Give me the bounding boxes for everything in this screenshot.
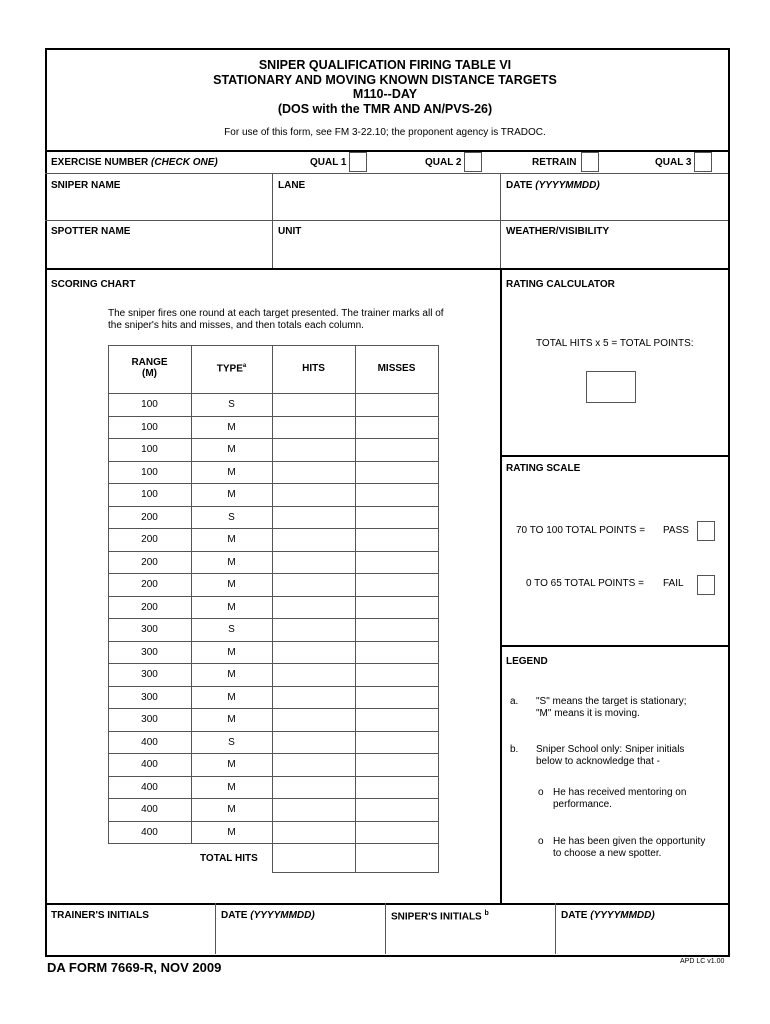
- type-cell: S: [228, 399, 235, 410]
- misses-cell[interactable]: [356, 529, 437, 550]
- pass-range: 70 TO 100 TOTAL POINTS =: [516, 525, 646, 536]
- type-cell: M: [227, 669, 236, 680]
- type-cell: M: [227, 759, 236, 770]
- total-misses-input[interactable]: [356, 844, 437, 871]
- range-cell: 400: [141, 781, 158, 793]
- type-cell: S: [228, 624, 235, 635]
- range-cell: 100: [141, 466, 158, 478]
- range-cell: 400: [141, 826, 158, 838]
- unit-field[interactable]: UNIT: [278, 226, 302, 237]
- range-cell: 300: [141, 669, 158, 680]
- hits-cell[interactable]: [273, 507, 354, 528]
- qual3-checkbox[interactable]: [694, 152, 712, 172]
- range-cell: 100: [141, 421, 158, 433]
- instructions: The sniper fires one round at each target presented. The trainer marks all of: [108, 308, 444, 319]
- type-cell: M: [227, 826, 236, 838]
- hits-cell[interactable]: [273, 484, 354, 505]
- legend-text: He has been given the opportunity: [553, 836, 706, 847]
- rating-calculator-title: RATING CALCULATOR: [506, 279, 615, 290]
- misses-cell[interactable]: [356, 574, 437, 595]
- formula: TOTAL HITS x 5 = TOTAL POINTS:: [536, 338, 694, 349]
- qual2-label: QUAL 2: [425, 157, 462, 168]
- legend-text: Sniper School only: Sniper initials: [536, 744, 685, 755]
- legend-text: He has received mentoring on: [553, 787, 687, 798]
- sniper-date-field[interactable]: DATE (YYYYMMDD): [561, 910, 655, 921]
- bullet-icon: o: [538, 836, 544, 847]
- range-cell: 400: [141, 736, 158, 748]
- range-cell: 200: [141, 601, 158, 613]
- type-cell: S: [228, 511, 235, 523]
- range-cell: 200: [141, 556, 158, 568]
- trainer-initials-field[interactable]: TRAINER'S INITIALS: [51, 910, 149, 921]
- type-cell: M: [227, 466, 236, 478]
- misses-cell[interactable]: [356, 687, 437, 708]
- type-cell: S: [228, 736, 235, 748]
- range-cell: 200: [141, 534, 158, 545]
- misses-cell[interactable]: [356, 619, 437, 640]
- hits-cell[interactable]: [273, 619, 354, 640]
- hits-cell[interactable]: [273, 439, 354, 460]
- type-cell: M: [227, 691, 236, 703]
- legend-title: LEGEND: [506, 656, 548, 667]
- table-line: [272, 872, 439, 873]
- hits-cell[interactable]: [273, 462, 354, 483]
- type-cell: M: [227, 646, 236, 658]
- type-cell: M: [227, 556, 236, 568]
- form-number: DA FORM 7669-R, NOV 2009: [47, 960, 222, 975]
- pass-label: PASS: [663, 525, 689, 536]
- instructions: the sniper's hits and misses, and then totals each column.: [108, 320, 364, 331]
- hits-cell[interactable]: [273, 777, 354, 798]
- table-line: [108, 345, 439, 346]
- type-cell: M: [227, 781, 236, 793]
- table-line: [438, 843, 439, 872]
- range-cell: 200: [141, 511, 158, 523]
- header-misses: MISSES: [377, 363, 416, 374]
- hits-cell[interactable]: [273, 597, 354, 618]
- sniper-initials-field[interactable]: SNIPER'S INITIALS $^b$: [391, 910, 489, 923]
- legend-text: to choose a new spotter.: [553, 848, 662, 859]
- range-cell: 300: [141, 646, 158, 658]
- type-cell: M: [227, 804, 236, 815]
- sniper-name-field[interactable]: SNIPER NAME: [51, 180, 121, 191]
- legend-text: performance.: [553, 799, 612, 810]
- range-cell: 200: [141, 579, 158, 590]
- misses-cell[interactable]: [356, 777, 437, 798]
- misses-cell[interactable]: [356, 822, 437, 843]
- form-subtitle: STATIONARY AND MOVING KNOWN DISTANCE TARGETS: [213, 73, 557, 87]
- spotter-name-field[interactable]: SPOTTER NAME: [51, 226, 131, 237]
- fail-checkbox[interactable]: [697, 575, 715, 595]
- type-cell: M: [227, 444, 236, 455]
- form-weapon: M110--DAY: [352, 87, 418, 101]
- misses-cell[interactable]: [356, 439, 437, 460]
- hits-cell[interactable]: [273, 687, 354, 708]
- qual1-checkbox[interactable]: [349, 152, 367, 172]
- hits-cell[interactable]: [273, 799, 354, 820]
- bullet-icon: o: [538, 787, 544, 798]
- misses-cell[interactable]: [356, 552, 437, 573]
- qual3-label: QUAL 3: [655, 157, 692, 168]
- usage-note: For use of this form, see FM 3-22.10; the proponent agency is TRADOC.: [224, 127, 546, 138]
- header-range: RANGE (M): [131, 357, 168, 379]
- form-equipment: (DOS with the TMR AND AN/PVS-26): [277, 102, 493, 116]
- hits-cell[interactable]: [273, 552, 354, 573]
- type-cell: M: [227, 714, 236, 725]
- lane-field[interactable]: LANE: [278, 180, 306, 191]
- legend-text: "M" means it is moving.: [536, 708, 640, 719]
- header-hits: HITS: [302, 363, 325, 374]
- rating-scale-title: RATING SCALE: [506, 463, 581, 474]
- type-cell: M: [227, 421, 236, 433]
- total-hits-input[interactable]: [273, 844, 354, 871]
- version: APD LC v1.00: [680, 958, 725, 965]
- hits-cell[interactable]: [273, 822, 354, 843]
- type-cell: M: [227, 534, 236, 545]
- range-cell: 100: [141, 399, 158, 410]
- hits-cell[interactable]: [273, 417, 354, 438]
- hits-cell[interactable]: [273, 394, 354, 415]
- total-hits-label: TOTAL HITS: [200, 853, 258, 864]
- range-cell: 400: [141, 759, 158, 770]
- retrain-checkbox[interactable]: [581, 152, 599, 172]
- hits-cell[interactable]: [273, 664, 354, 685]
- legend-b: b.: [510, 744, 519, 755]
- scoring-chart-title: SCORING CHART: [51, 279, 136, 290]
- qual2-checkbox[interactable]: [464, 152, 482, 172]
- misses-cell[interactable]: [356, 394, 437, 415]
- legend-a: a.: [510, 696, 519, 707]
- misses-cell[interactable]: [356, 507, 437, 528]
- range-cell: 300: [141, 714, 158, 725]
- fail-label: FAIL: [663, 578, 684, 589]
- fail-range: 0 TO 65 TOTAL POINTS =: [526, 578, 644, 589]
- hits-cell[interactable]: [273, 529, 354, 550]
- header-type: TYPE$^a$: [216, 363, 247, 375]
- exercise-label: EXERCISE NUMBER (CHECK ONE): [51, 157, 218, 168]
- misses-cell[interactable]: [356, 799, 437, 820]
- legend-text: below to acknowledge that -: [536, 756, 660, 767]
- misses-cell[interactable]: [356, 462, 437, 483]
- hits-cell[interactable]: [273, 642, 354, 663]
- range-cell: 300: [141, 691, 158, 703]
- hits-cell[interactable]: [273, 574, 354, 595]
- qual1-label: QUAL 1: [310, 157, 347, 168]
- retrain-label: RETRAIN: [532, 157, 577, 168]
- hits-cell[interactable]: [273, 754, 354, 775]
- misses-cell[interactable]: [356, 417, 437, 438]
- misses-cell[interactable]: [356, 709, 437, 730]
- misses-cell[interactable]: [356, 754, 437, 775]
- pass-checkbox[interactable]: [697, 521, 715, 541]
- range-cell: 400: [141, 804, 158, 815]
- misses-cell[interactable]: [356, 484, 437, 505]
- type-cell: M: [227, 489, 236, 500]
- range-cell: 300: [141, 624, 158, 635]
- misses-cell[interactable]: [356, 664, 437, 685]
- hits-cell[interactable]: [273, 709, 354, 730]
- form-title: SNIPER QUALIFICATION FIRING TABLE VI: [258, 58, 512, 72]
- range-cell: 100: [141, 444, 158, 455]
- legend-text: "S" means the target is stationary;: [536, 696, 687, 707]
- weather-field[interactable]: WEATHER/VISIBILITY: [506, 226, 610, 237]
- misses-cell[interactable]: [356, 732, 437, 753]
- range-cell: 100: [141, 489, 158, 500]
- type-cell: M: [227, 601, 236, 613]
- total-points-input[interactable]: [586, 371, 636, 403]
- table-line: [438, 345, 439, 843]
- misses-cell[interactable]: [356, 642, 437, 663]
- type-cell: M: [227, 579, 236, 590]
- misses-cell[interactable]: [356, 597, 437, 618]
- trainer-date-field[interactable]: DATE (YYYYMMDD): [221, 910, 315, 921]
- date-field[interactable]: DATE (YYYYMMDD): [506, 180, 600, 191]
- hits-cell[interactable]: [273, 732, 354, 753]
